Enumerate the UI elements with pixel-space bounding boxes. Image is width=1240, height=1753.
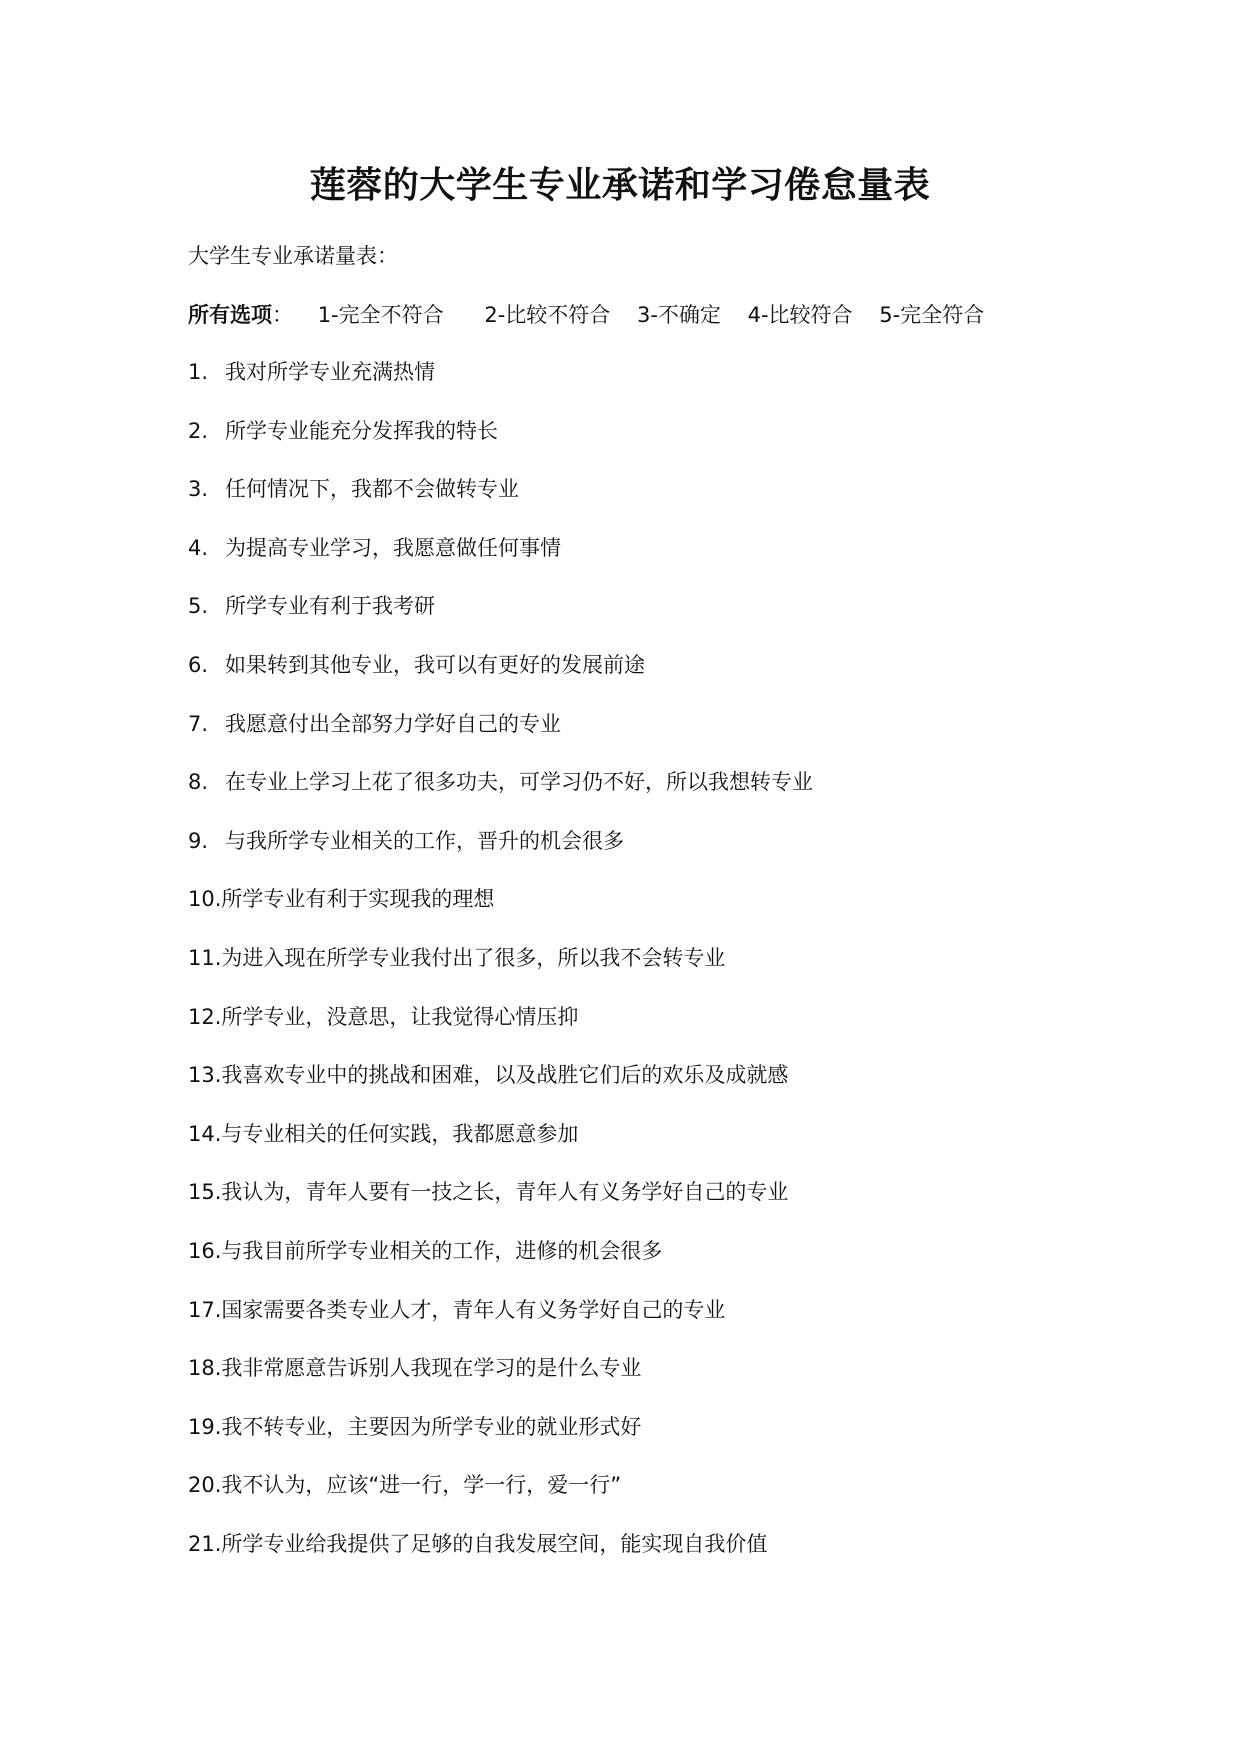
scale-subtitle: 大学生专业承诺量表：	[188, 244, 398, 268]
question-text: 为进入现在所学专业我付出了很多，所以我不会转专业	[221, 945, 726, 970]
question-text: 如果转到其他专业，我可以有更好的发展前途	[225, 652, 645, 677]
question-number: 9.	[188, 828, 209, 853]
question-number: 13.	[188, 1063, 222, 1088]
question-number: 12.	[188, 1004, 222, 1029]
question-text: 与我目前所学专业相关的工作，进修的机会很多	[221, 1238, 663, 1263]
question-number: 15.	[188, 1180, 222, 1205]
question-number: 17.	[188, 1297, 222, 1322]
question-number: 11.	[188, 945, 222, 970]
question-text: 我不转专业，主要因为所学专业的就业形式好	[221, 1414, 642, 1439]
question-text: 与我所学专业相关的工作，晋升的机会很多	[225, 828, 624, 853]
question-number: 7.	[188, 711, 209, 736]
question-number: 16.	[188, 1238, 222, 1263]
question-item	[188, 1294, 813, 1353]
question-text: 在专业上学习上花了很多功夫，可学习仍不好，所以我想转专业	[225, 770, 813, 795]
question-text: 我愿意付出全部努力学好自己的专业	[225, 711, 561, 736]
question-number: 8.	[188, 770, 209, 795]
question-number: 19.	[188, 1414, 222, 1439]
question-item	[188, 1235, 813, 1294]
question-text: 我非常愿意告诉别人我现在学习的是什么专业	[221, 1356, 642, 1381]
question-text: 为提高专业学习，我愿意做任何事情	[225, 535, 561, 560]
answer-options	[188, 299, 984, 331]
question-item	[188, 1411, 813, 1470]
question-item	[188, 1469, 813, 1528]
question-number: 14.	[188, 1121, 222, 1146]
option-2: 2-比较不符合	[484, 303, 611, 327]
question-number: 1.	[188, 360, 209, 384]
question-text: 国家需要各类专业人才，青年人有义务学好自己的专业	[221, 1297, 726, 1322]
question-text: 任何情况下，我都不会做转专业	[225, 477, 519, 502]
question-number: 6.	[188, 652, 209, 677]
question-item	[188, 708, 813, 767]
question-text: 我喜欢专业中的挑战和困难，以及战胜它们后的欢乐及成就感	[221, 1063, 789, 1088]
question-text: 与专业相关的任何实践，我都愿意参加	[221, 1121, 579, 1146]
question-number: 21.	[188, 1531, 222, 1556]
question-number: 3.	[188, 477, 209, 502]
question-item	[188, 883, 813, 942]
question-item	[188, 415, 813, 474]
question-item	[188, 1059, 813, 1118]
question-text: 所学专业有利于实现我的理想	[221, 887, 495, 912]
option-4: 4-比较符合	[747, 303, 853, 327]
options-separator: ：	[272, 303, 293, 327]
question-number: 20.	[188, 1473, 222, 1498]
option-1: 1-完全不符合	[317, 303, 444, 327]
question-item	[188, 942, 813, 1001]
question-text: 所学专业，没意思，让我觉得心情压抑	[221, 1004, 579, 1029]
question-text: 我不认为，应该“进一行，学一行，爱一行”	[221, 1473, 622, 1498]
option-3: 3-不确定	[636, 303, 721, 327]
question-text: 所学专业有利于我考研	[225, 594, 435, 619]
question-number: 4.	[188, 535, 209, 560]
question-item	[188, 1352, 813, 1411]
question-item	[188, 356, 813, 415]
question-number: 5.	[188, 594, 209, 619]
question-list	[188, 356, 813, 1586]
question-item	[188, 1118, 813, 1177]
question-text: 我认为，青年人要有一技之长，青年人有义务学好自己的专业	[221, 1180, 789, 1205]
question-number: 2.	[188, 418, 209, 443]
question-text: 我对所学专业充满热情	[225, 360, 435, 384]
question-item	[188, 825, 813, 884]
options-label: 所有选项	[188, 303, 272, 327]
question-item	[188, 590, 813, 649]
question-item	[188, 649, 813, 708]
option-5: 5-完全符合	[879, 303, 985, 327]
question-item	[188, 1528, 813, 1587]
question-text: 所学专业能充分发挥我的特长	[225, 418, 498, 443]
question-number: 18.	[188, 1356, 222, 1381]
question-text: 所学专业给我提供了足够的自我发展空间，能实现自我价值	[221, 1531, 768, 1556]
question-item	[188, 473, 813, 532]
question-number: 10.	[188, 887, 222, 912]
question-item	[188, 1176, 813, 1235]
question-item	[188, 532, 813, 591]
page-title: 莲蓉的大学生专业承诺和学习倦怠量表	[309, 165, 931, 206]
question-item	[188, 766, 813, 825]
question-item	[188, 1001, 813, 1060]
